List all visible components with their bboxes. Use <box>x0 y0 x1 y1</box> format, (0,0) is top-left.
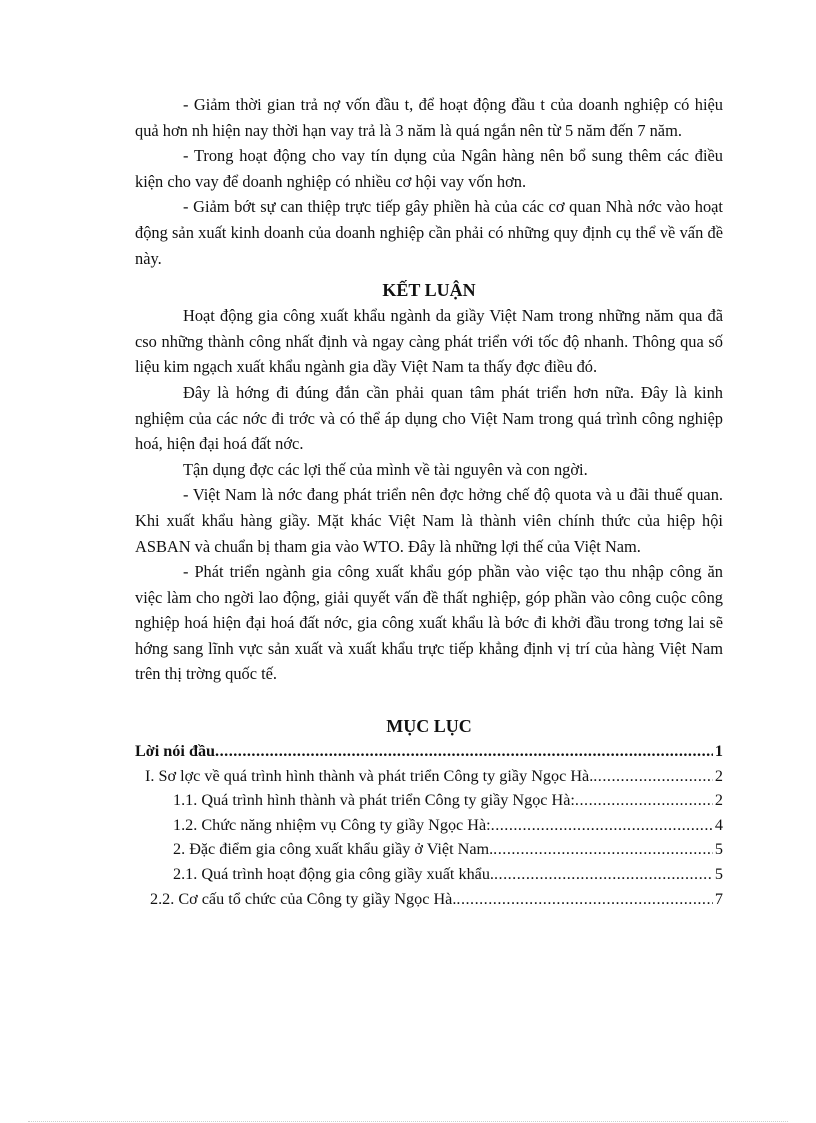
toc-leader-dots <box>491 813 713 838</box>
toc-entry[interactable] <box>135 813 723 838</box>
recommendation-paragraph-2: - Trong hoạt động cho vay tín dụng của Ngân hàng nên bổ sung thêm các điều kiện cho vay để doanh nghiệp có nhiều cơ hội vay vốn hơn. <box>135 146 723 191</box>
toc-entry-page: 2 <box>714 791 723 810</box>
toc-leader-dots <box>215 739 713 764</box>
conclusion-paragraph-3: Tận dụng đợc các lợi thế của mình về tài nguyên và con ngời. <box>183 459 588 479</box>
toc-leader-dots <box>456 887 713 912</box>
toc-entry-title: Lời nói đầu <box>135 742 216 761</box>
recommendation-paragraph-1: - Giảm thời gian trả nợ vốn đầu t, để hoạt động đầu t của doanh nghiệp có hiệu quả hơn nh hiện nay thời hạn vay trả là 3 năm là quá ngắn nên từ 5 năm đến 7 năm. <box>135 95 723 140</box>
toc-entry-page: 4 <box>714 815 723 834</box>
toc-entry[interactable] <box>135 788 723 813</box>
document-page <box>135 92 723 911</box>
toc-entry[interactable] <box>135 764 723 789</box>
toc-entry-title: 2. Đặc điểm gia công xuất khẩu giầy ở Việt Nam. <box>173 840 494 859</box>
toc-leader-dots <box>494 862 713 887</box>
toc-leader-dots <box>593 764 713 789</box>
toc-entry-title: 1.2. Chức năng nhiệm vụ Công ty giầy Ngọc Hà: <box>173 815 491 834</box>
conclusion-heading: KẾT LUẬN <box>382 280 476 301</box>
conclusion-paragraph-4: - Việt Nam là nớc đang phát triển nên đợc hởng chế độ quota và u đãi thuế quan. Khi xuất khẩu hàng giầy. Mặt khác Việt Nam là thành viên chính thức của hiệp hội ASBAN và chuẩn bị tham gia vào WTO. Đây là những lợi thế của Việt Nam. <box>135 485 723 556</box>
toc-entry-page: 1 <box>714 742 723 761</box>
toc-entry-title: I. Sơ lợc về quá trình hình thành và phát triển Công ty giầy Ngọc Hà. <box>145 766 594 785</box>
toc-entry-title: 2.1. Quá trình hoạt động gia công giầy xuất khẩu. <box>173 865 494 884</box>
toc-entry-page: 2 <box>714 766 723 785</box>
toc-entry-title: 2.2. Cơ cấu tổ chức của Công ty giầy Ngọc Hà. <box>150 889 457 908</box>
conclusion-paragraph-2: Đây là hớng đi đúng đắn cần phải quan tâm phát triển hơn nữa. Đây là kinh nghiệm của các nớc đi trớc và có thể áp dụng cho Việt Nam trong quá trình công nghiệp hoá, hiện đại hoá đất nớc. <box>135 382 723 454</box>
toc-heading: MỤC LỤC <box>386 716 472 737</box>
toc-entry[interactable] <box>135 739 723 764</box>
toc-entry[interactable] <box>135 837 723 862</box>
conclusion-paragraph-5: - Phát triển ngành gia công xuất khẩu góp phần vào việc tạo thu nhập công ăn việc làm cho ngời lao động, giải quyết vấn đề thất nghiệp, góp phần vào công cuộc công nghiệp hoá hiện đại hoá đất nớc, gia công xuất khẩu là bớc đi khởi đầu trong tơng lai sẽ hớng sang lĩnh vực sản xuất và xuất khẩu trực tiếp khẳng định vị trí của hàng Việt Nam trên thị trờng quốc tế. <box>135 562 723 684</box>
toc-entry-page: 5 <box>714 840 723 859</box>
table-of-contents <box>135 739 723 911</box>
toc-leader-dots <box>493 837 713 862</box>
page-bottom-rule <box>28 1121 788 1122</box>
toc-entry-title: 1.1. Quá trình hình thành và phát triển Công ty giầy Ngọc Hà: <box>173 791 575 810</box>
conclusion-paragraph-1: Hoạt động gia công xuất khẩu ngành da giầy Việt Nam trong những năm qua đã cso những thành công nhất định và ngay càng phát triển với tốc độ nhanh. Thông qua số liệu kim ngạch xuất khẩu ngành gia dầy Việt Nam ta thấy đợc điều đó. <box>135 306 723 377</box>
recommendation-paragraph-3: - Giảm bớt sự can thiệp trực tiếp gây phiền hà của các cơ quan Nhà nớc vào hoạt động sản xuất kinh doanh của doanh nghiệp cần phải có những quy định cụ thể về vấn đề này. <box>135 197 723 268</box>
toc-entry-page: 5 <box>714 865 723 884</box>
toc-leader-dots <box>575 788 713 813</box>
toc-entry-page: 7 <box>714 889 723 908</box>
toc-entry[interactable] <box>135 862 723 887</box>
toc-entry[interactable] <box>135 887 723 912</box>
